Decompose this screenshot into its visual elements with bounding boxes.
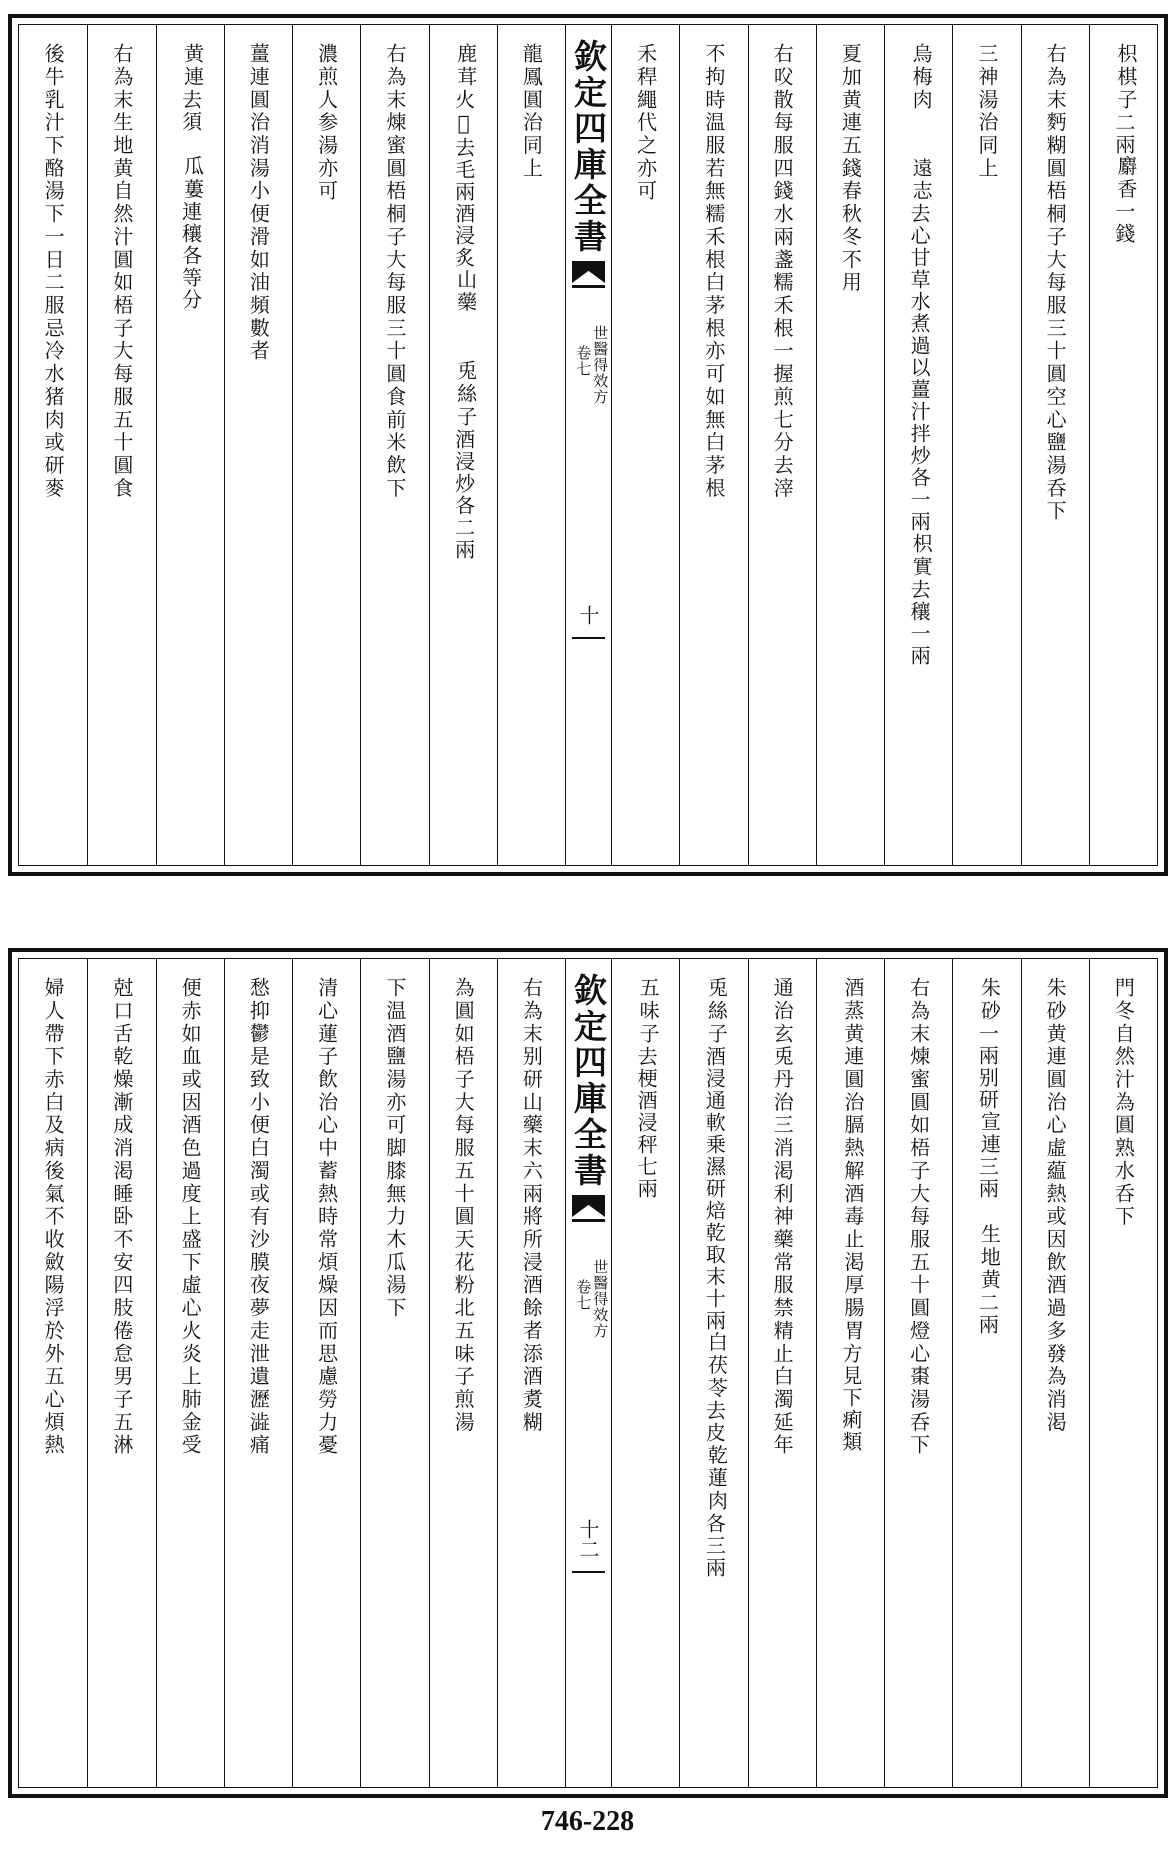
text-column: [429, 959, 497, 1787]
column-text: 下温酒鹽湯亦可脚膝無力木瓜湯下: [382, 977, 407, 1320]
text-column: [156, 959, 224, 1787]
column-text: 右為末煉蜜圓梧桐子大每服三十圓食前米飲下: [382, 43, 407, 501]
text-column: [429, 25, 497, 865]
column-text: 通治玄兎丹治三消渇利神藥常服禁精止白濁延年: [770, 977, 795, 1457]
column-text: 夏加黄連五錢春秋冬不用: [838, 43, 863, 295]
column-text: 兎絲子酒浸通軟乗濕研焙乾取末十兩白茯苓去皮乾蓮肉各三兩: [702, 977, 729, 1579]
upper-page-frame: [18, 24, 1158, 866]
annotation-note: 方見下: [838, 1342, 863, 1409]
annotation-note: 連穰各: [178, 201, 203, 268]
column-text: 酒蒸黄連圓治膈熱解酒毒止渇厚腸胃方見下痢類: [838, 977, 865, 1453]
lower-page: [8, 948, 1168, 1798]
text-column: [292, 25, 360, 865]
annotation-note: 痢類: [838, 1408, 863, 1453]
annotation-note: 去皮: [702, 1400, 727, 1445]
column-text: 愁抑鬱是致小便白濁或有沙膜夜夢走泄遺瀝澁痛: [246, 977, 271, 1457]
column-text: 右㕮散每服四錢水兩盞糯禾根一握煎七分去滓: [770, 43, 795, 501]
page-number: 十: [576, 605, 600, 625]
column-text: 禾稈繩代之亦可: [633, 43, 658, 203]
text-column: [1089, 25, 1157, 865]
column-text: 不拘時温服若無糯禾根白茅根亦可如無白茅根: [701, 43, 726, 501]
column-text: 右為末生地黄自然汁圓如梧子大每服五十圓食: [109, 43, 134, 501]
volume-label: 卷七: [574, 345, 593, 377]
annotation-note: 各二兩: [451, 494, 476, 561]
text-column: [1021, 959, 1089, 1787]
volume-label: 卷七: [574, 1279, 593, 1311]
annotation-note: 三兩: [975, 1156, 1000, 1201]
text-column: [1021, 25, 1089, 865]
footer-page-code: 746-228: [540, 1806, 635, 1837]
column-text: 五味子去梗酒浸秤七兩: [634, 977, 661, 1200]
column-text: 朱砂一兩别研宣連三兩 生地黄二兩: [975, 977, 1002, 1336]
column-text: 門冬自然汁為圓熟水呑下: [1111, 977, 1136, 1229]
lower-text-columns: [19, 959, 1157, 1787]
column-text: 婦人帶下赤白及病後氣不收斂陽浮於外五心煩熱: [41, 977, 66, 1457]
column-text: 清心蓮子飲治心中蓄熱時常煩燥因而思慮勞力憂: [314, 977, 339, 1457]
text-column: [224, 959, 292, 1787]
text-column: [360, 25, 428, 865]
column-text: 後牛乳汁下酪湯下一日二服忌冷水猪肉或研麥: [41, 43, 66, 501]
annotation-note: 火𤋲去毛: [451, 88, 476, 181]
annotation-note: 酒浸通軟乗濕研: [702, 1045, 727, 1200]
column-text: 龍鳳圓治同上: [519, 43, 544, 181]
center-gutter: [565, 25, 611, 865]
lower-page-frame: [18, 958, 1158, 1788]
center-gutter: [565, 959, 611, 1787]
text-column: [952, 25, 1020, 865]
annotation-note: 秤七兩: [634, 1133, 659, 1200]
collection-title: 欽定四庫全書: [569, 973, 608, 1189]
text-column: [87, 25, 155, 865]
annotation-note: 一兩: [975, 1022, 1000, 1067]
text-column: [679, 959, 747, 1787]
text-column: [87, 959, 155, 1787]
column-text: 右為末麪糊圓梧桐子大每服三十圓空心鹽湯呑下: [1043, 43, 1068, 523]
column-text: 黄連去須 瓜蔞連穰各等分: [178, 43, 205, 312]
text-column: [679, 25, 747, 865]
annotation-note: 去須: [178, 88, 203, 133]
gutter-rule: [572, 1571, 605, 1573]
column-text: 濃煎人参湯亦可: [314, 43, 339, 203]
column-text: 右為末煉蜜圓如梧子大每服五十圓燈心棗湯呑下: [906, 977, 931, 1457]
annotation-note: 兩酒浸炙: [451, 180, 476, 269]
text-column: [884, 25, 952, 865]
text-column: [360, 959, 428, 1787]
text-column: [1089, 959, 1157, 1787]
annotation-note: 以薑汁拌炒各一兩: [907, 357, 932, 533]
annotation-note: 各三: [702, 1512, 727, 1557]
column-text: 朱砂黄連圓治心虛藴熱或因飲酒過多發為消渇: [1043, 977, 1068, 1435]
book-name: 世醫得效方: [591, 1259, 610, 1339]
text-column: [611, 25, 679, 865]
text-column: [884, 959, 952, 1787]
annotation-note: 去心甘草水煮過: [907, 203, 932, 357]
book-name: 世醫得效方: [591, 325, 610, 405]
annotation-note: 二兩: [1111, 111, 1136, 156]
column-text: 三神湯治同上: [974, 43, 999, 181]
column-text: 枳棋子二兩麝香一錢: [1111, 43, 1138, 246]
fishtail-mark: [572, 1195, 605, 1229]
page-number: 十二: [576, 1519, 600, 1559]
text-column: [748, 25, 816, 865]
text-column: [952, 959, 1020, 1787]
annotation-note: 去梗酒浸: [634, 1045, 659, 1134]
text-column: [224, 25, 292, 865]
text-column: [497, 25, 565, 865]
annotation-note: 去穰: [907, 578, 932, 623]
annotation-note: 等分: [178, 267, 203, 312]
text-column: [816, 25, 884, 865]
annotation-note: 兩: [702, 1556, 727, 1579]
text-column: [19, 959, 87, 1787]
text-column: [816, 959, 884, 1787]
text-column: [292, 959, 360, 1787]
annotation-note: 一錢: [1111, 201, 1136, 246]
column-text: 尅口舌乾燥漸成消渇睡卧不安四肢倦怠男子五淋: [109, 977, 134, 1457]
text-column: [19, 25, 87, 865]
column-text: 便赤如血或因酒色過度上盛下虛心火炎上肺金受: [178, 977, 203, 1457]
collection-title: 欽定四庫全書: [569, 39, 608, 255]
column-text: 鹿茸火𤋲去毛兩酒浸炙山藥 兎絲子酒浸炒各二兩: [451, 43, 478, 561]
text-column: [611, 959, 679, 1787]
fishtail-mark: [572, 261, 605, 295]
annotation-note: 酒浸炒: [451, 428, 476, 495]
text-column: [748, 959, 816, 1787]
annotation-note: 二兩: [975, 1291, 1000, 1336]
text-column: [156, 25, 224, 865]
column-text: 烏梅肉 遠志去心甘草水煮過以薑汁拌炒各一兩枳實去穰一兩: [907, 43, 934, 667]
annotation-note: 焙乾取末十兩: [702, 1199, 727, 1332]
annotation-note: 一兩: [907, 622, 932, 667]
text-column: [497, 959, 565, 1787]
upper-page: [8, 14, 1168, 876]
gutter-rule: [572, 637, 605, 639]
column-text: 為圓如梧子大每服五十圓天花粉北五味子煎湯: [451, 977, 476, 1435]
upper-text-columns: [19, 25, 1157, 865]
column-text: 薑連圓治消湯小便滑如油頻數者: [246, 43, 271, 363]
column-text: 右為末别研山藥末六兩將所浸酒餘者添酒煑糊: [519, 977, 544, 1435]
annotation-note: 别研: [975, 1066, 1000, 1111]
